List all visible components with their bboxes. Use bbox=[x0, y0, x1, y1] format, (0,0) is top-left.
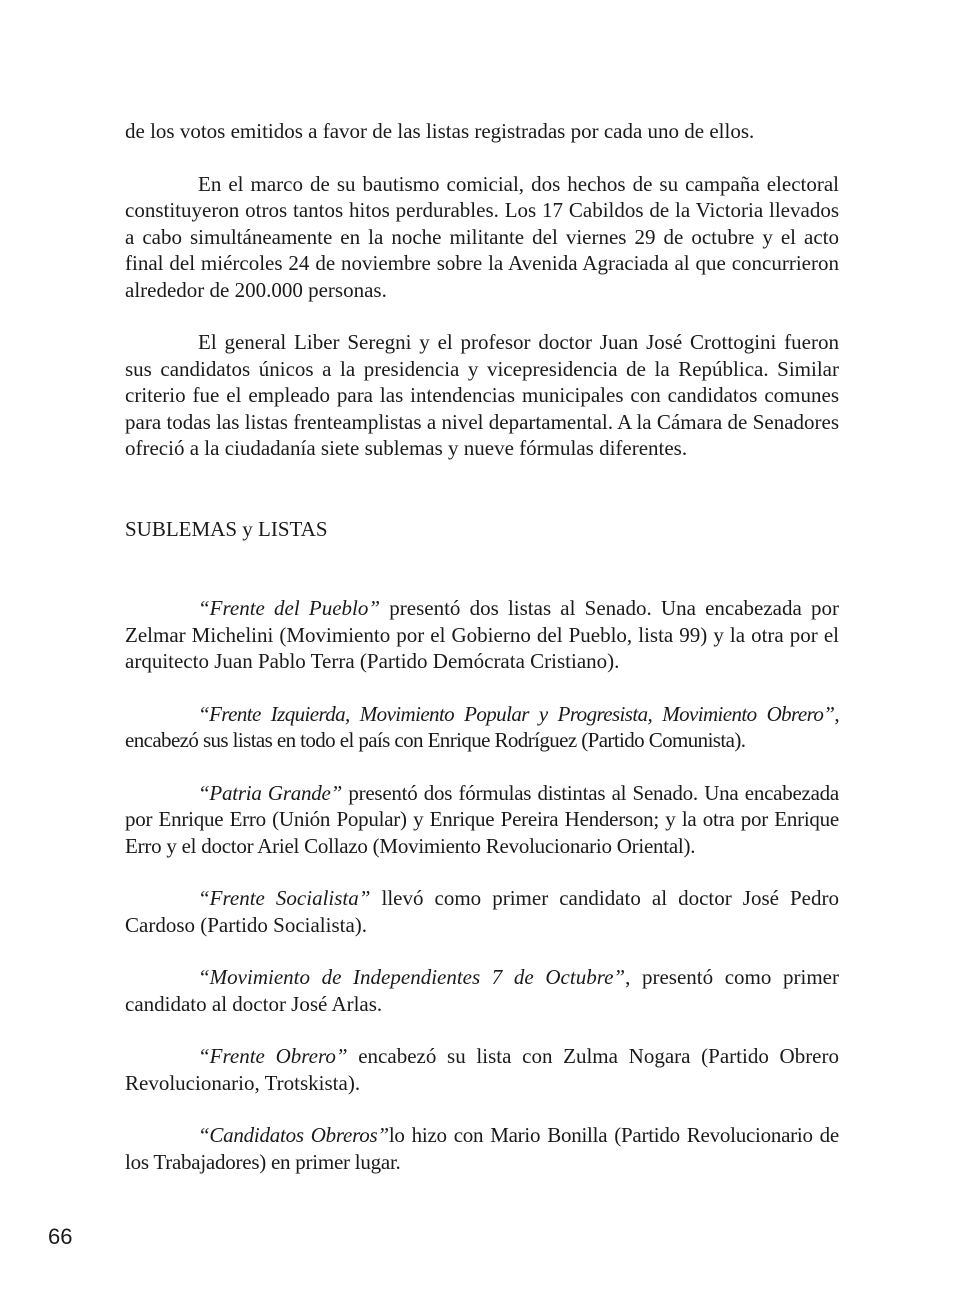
section-heading-wrapper bbox=[125, 516, 839, 543]
entry-frente-izquierda bbox=[125, 701, 839, 754]
entry-text: presentó dos fórmulas distintas al Senado. Una encabezada por Enrique Erro (Unión Popular) y Enrique Pereira Henderson; y la otra por Enrique Erro y el doctor Ariel Collazo (Movimiento Revolucionario Oriental). bbox=[125, 780, 839, 858]
entry-frente-socialista bbox=[125, 885, 839, 938]
entry-candidatos-obreros bbox=[125, 1122, 839, 1175]
entry-text: encabezó su lista con Zulma Nogara (Partido Obrero Revolucionario, Trotskista). bbox=[125, 1044, 839, 1095]
entry-name: “Frente del Pueblo” bbox=[198, 596, 381, 620]
entry-text: , presentó como primer candidato al doctor José Arlas. bbox=[125, 965, 839, 1016]
entry-name: “Frente Izquierda, Movimiento Popular y Progresista, Movimiento Obrero” bbox=[198, 701, 835, 726]
page-number: 66 bbox=[48, 1224, 73, 1249]
document-body bbox=[125, 118, 839, 1175]
entry-frente-del-pueblo bbox=[125, 595, 839, 675]
section-heading: SUBLEMAS y LISTAS bbox=[125, 516, 328, 541]
entry-patria-grande bbox=[125, 780, 839, 860]
entry-independientes bbox=[125, 964, 839, 1017]
entry-frente-obrero bbox=[125, 1043, 839, 1096]
entry-name: “Frente Obrero” bbox=[198, 1044, 348, 1068]
entry-text: , encabezó sus listas en todo el país con Enrique Rodríguez (Partido Comunista). bbox=[125, 701, 839, 752]
entry-text: llevó como primer candidato al doctor José Pedro Cardoso (Partido Socialista). bbox=[125, 886, 839, 937]
entry-name: “Candidatos Obreros” bbox=[198, 1123, 389, 1147]
entry-name: “Patria Grande” bbox=[198, 780, 343, 805]
entry-name: “Movimiento de Independientes 7 de Octubre” bbox=[198, 965, 626, 989]
paragraph-candidates: El general Liber Seregni y el profesor doctor Juan José Crottogini fueron sus candidatos únicos a la presidencia y vicepresidencia de la República. Similar criterio fue el empleado para las intendencias municipales con candidatos comunes para todas las listas frenteamplistas a nivel departamental. A la Cámara de Senadores ofreció a la ciudadanía siete sublemas y nueve fórmulas diferentes. bbox=[125, 330, 839, 460]
carryover-line: de los votos emitidos a favor de las listas registradas por cada uno de ellos. bbox=[125, 119, 755, 143]
entry-name: “Frente Socialista” bbox=[198, 886, 371, 910]
entry-text: presentó dos listas al Senado. Una encabezada por Zelmar Michelini (Movimiento por el Gobierno del Pueblo, lista 99) y la otra por el arquitecto Juan Pablo Terra (Partido Demócrata Cristiano). bbox=[125, 596, 839, 673]
paragraph-campaign: En el marco de su bautismo comicial, dos hechos de su campaña electoral constituyeron otros tantos hitos perdurables. Los 17 Cabildos de la Victoria llevados a cabo simultáneamente en la noche militante del viernes 29 de octubre y el acto final del miércoles 24 de noviembre sobre la Avenida Agraciada al que concurrieron alrededor de 200.000 personas. bbox=[125, 171, 839, 302]
entry-text: lo hizo con Mario Bonilla (Partido Revolucionario de los Trabajadores) en primer lugar. bbox=[125, 1123, 840, 1174]
